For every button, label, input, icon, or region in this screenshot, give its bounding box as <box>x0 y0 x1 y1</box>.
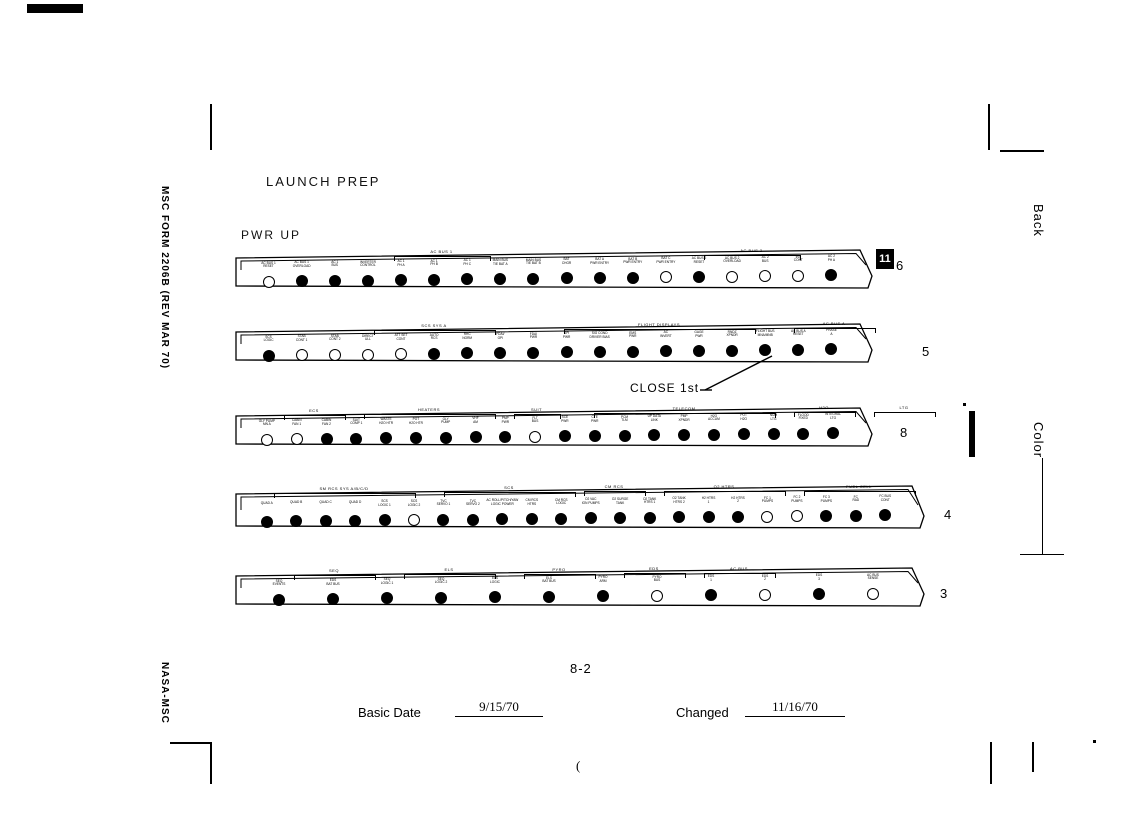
switch-label: GAGE PWR <box>694 329 704 338</box>
circuit-breaker-switch[interactable] <box>644 512 656 524</box>
switch-label: PYRO BUS <box>652 574 662 583</box>
switch-label: EDS BAT BUS <box>326 577 340 586</box>
switch-label: CM RCS LOGIC <box>554 497 568 506</box>
circuit-breaker-switch[interactable] <box>261 434 273 446</box>
crop-mark-lower-right-vertical-2 <box>1032 742 1034 772</box>
panel-group-bracket <box>274 493 416 498</box>
circuit-breaker-switch[interactable] <box>410 432 422 444</box>
color-bar-swatch <box>969 411 975 457</box>
crop-mark-upper-right-horizontal <box>1000 150 1044 152</box>
switch-label: EDS 2 <box>761 573 769 582</box>
circuit-breaker-switch[interactable] <box>296 275 308 287</box>
circuit-breaker-switch[interactable] <box>435 592 447 604</box>
switch-label: GLY PUMP <box>441 416 451 425</box>
circuit-breaker-switch[interactable] <box>470 431 482 443</box>
circuit-breaker-switch[interactable] <box>561 346 573 358</box>
circuit-breaker-switch[interactable] <box>589 430 601 442</box>
close-first-annotation: CLOSE 1st <box>630 381 700 395</box>
switch-label: SCS LOGIC 2 <box>407 499 421 507</box>
switch-label: FC BUS CONT <box>879 494 892 502</box>
circuit-breaker-switch[interactable] <box>296 349 308 361</box>
panel-group-label: AC BUS <box>730 565 748 571</box>
switch-label: PCM TLM <box>620 414 629 423</box>
switch-label: SEQ EVENTS <box>272 578 286 587</box>
switch-label: PHASE A <box>826 328 837 337</box>
switch-label: FC 1 PUMPS <box>761 495 774 504</box>
switch-label: AC INVERT <box>660 330 672 338</box>
switch-label: FC 2 PUMPS <box>791 495 803 503</box>
circuit-breaker-switch[interactable] <box>726 271 738 283</box>
switch-label: ELS BAT BUS <box>542 575 556 584</box>
basic-date-label: Basic Date <box>358 705 421 720</box>
circuit-breaker-switch[interactable] <box>651 590 663 602</box>
switch-label: FLIGHT BUS MNA/MNB <box>755 329 775 337</box>
agency-vertical: NASA-MSC <box>159 662 170 724</box>
circuit-breaker-switch[interactable] <box>555 513 567 525</box>
panel-group-label: SUIT <box>530 406 543 412</box>
switch-label: H2 HTRS 1 <box>701 496 716 504</box>
circuit-breaker-switch[interactable] <box>693 271 705 283</box>
circuit-breaker-switch[interactable] <box>594 346 606 358</box>
switch-label: SIG COND DRIVER BIAS <box>589 331 610 339</box>
switch-label: VHF AM <box>472 416 479 424</box>
switch-label: AC 1 PH C <box>463 258 472 267</box>
switch-label: POT H2O HTR <box>408 417 423 425</box>
switch-label: AC ROLL/PITCH/YAW LOGIC POWER <box>486 498 519 506</box>
switch-label: TVC SERVO 1 <box>436 498 451 507</box>
switch-label: QUAD B <box>290 500 303 505</box>
switch-label: PMP PWR <box>501 416 509 424</box>
switch-label: INTEGRAL LTG <box>825 412 842 421</box>
switch-label: O2 SURGE TANK <box>611 497 629 505</box>
circuit-breaker-switch[interactable] <box>350 433 362 445</box>
circuit-breaker-switch[interactable] <box>440 432 452 444</box>
switch-label: CM RCS HTRS <box>525 497 539 506</box>
switch-label: CTE PWR <box>590 415 599 423</box>
switch-label: CABIN FAN 1 <box>291 418 302 426</box>
switch-label: AC 1 PH A <box>397 259 405 267</box>
circuit-breaker-switch[interactable] <box>321 433 333 445</box>
panel-group-label: EDS <box>649 566 659 572</box>
circuit-breaker-switch[interactable] <box>627 346 639 358</box>
switch-label: FLT BUS <box>531 415 539 424</box>
circuit-breaker-switch[interactable] <box>263 350 275 362</box>
switch-label: AC 2 BUS <box>761 255 769 263</box>
stray-mark: ( <box>576 758 581 773</box>
panel-group-label: ELS <box>444 567 454 573</box>
switch-label: NUM LTG <box>769 413 778 421</box>
basic-date-value: 9/15/70 <box>455 699 543 717</box>
switch-label: FLOOD FIXED <box>797 412 809 421</box>
switch-label: PYRO ARM <box>598 575 608 583</box>
switch-label: QUAD D <box>348 499 362 504</box>
switch-label: RNDZ XPNDR <box>726 329 738 338</box>
switch-label: BAT A PWR ENTRY <box>590 257 610 265</box>
circuit-breaker-switch[interactable] <box>561 272 573 284</box>
panel-row-number: 4 <box>944 507 952 522</box>
switch-label: SCE PWR <box>561 415 569 423</box>
panel-group-bracket <box>444 492 576 497</box>
circuit-breaker-switch[interactable] <box>329 275 341 287</box>
circuit-breaker-switch[interactable] <box>273 594 285 606</box>
switch-label: RHC NORM <box>462 332 473 341</box>
annotation-leader-line <box>700 352 790 396</box>
switch-label: H2O ACCUM <box>708 413 720 422</box>
switch-label: INVERTER CONTROL <box>359 259 376 268</box>
switch-label: AUTO RCS <box>429 332 439 341</box>
switch-label: BAT C PWR ENTRY <box>656 256 676 264</box>
circuit-breaker-switch[interactable] <box>467 514 479 526</box>
page-title: LAUNCH PREP <box>266 174 381 189</box>
switch-label: SUIT COMP 1 <box>350 417 363 426</box>
crop-mark-lower-left-horizontal <box>170 742 212 744</box>
panel-group-label: AC BUS 1 <box>430 249 453 255</box>
panel-group-label: ECS <box>309 407 319 413</box>
color-marker: Color <box>1031 422 1046 459</box>
switch-label: FC RAD <box>852 494 860 503</box>
circuit-breaker-switch[interactable] <box>813 588 825 600</box>
crop-mark-lower-left-vertical <box>210 742 212 784</box>
circuit-breaker-switch[interactable] <box>320 515 332 527</box>
switch-label: WASTE H2O HTR <box>379 417 394 425</box>
panel-group-label: AC BUS 2 <box>740 247 763 253</box>
switch-label: SEQ LOGIC 2 <box>434 576 448 585</box>
crop-mark-color-tick <box>963 403 966 406</box>
circuit-breaker-switch[interactable] <box>850 510 862 522</box>
crop-mark-lower-right-vertical <box>990 742 992 784</box>
console-panel-4 <box>234 484 926 532</box>
circuit-breaker-switch[interactable] <box>261 516 273 528</box>
panel-group-label: O2 HTRS <box>713 484 735 490</box>
circuit-breaker-switch[interactable] <box>759 589 771 601</box>
panel-row-number: 3 <box>940 586 948 601</box>
circuit-breaker-switch[interactable] <box>327 593 339 605</box>
panel-group-label: AC BUS A <box>822 321 846 327</box>
panel-group-label: FUEL CELL <box>846 483 872 489</box>
switch-label: PMP XPNDR <box>678 414 690 422</box>
changed-value: 11/16/70 <box>745 699 845 717</box>
switch-label: AC BUS 2 RESET <box>691 255 707 264</box>
switch-label: INV CONT <box>793 254 803 263</box>
panel-row-number: 6 <box>896 258 904 273</box>
panel-group-label: LTG <box>899 405 909 410</box>
switch-label: SCS LOGIC <box>263 334 274 343</box>
switch-label: TVC SERVO 2 <box>466 498 480 507</box>
switch-label: AC 1 PH B <box>430 258 438 267</box>
circuit-breaker-switch[interactable] <box>362 349 374 361</box>
switch-label: AC 1 BUS <box>331 259 339 268</box>
switch-label: EDS 3 <box>815 573 823 581</box>
circuit-breaker-switch[interactable] <box>329 349 341 361</box>
switch-label: STAB CONT 1 <box>295 334 308 342</box>
switch-label: QUAD A <box>260 500 273 505</box>
switch-label: ELS LOGIC <box>490 576 500 584</box>
crop-mark-lower-right-dot <box>1093 740 1096 743</box>
circuit-breaker-switch[interactable] <box>379 514 391 526</box>
circuit-breaker-switch[interactable] <box>526 513 538 525</box>
circuit-breaker-switch[interactable] <box>362 275 374 287</box>
panel-group-label: PYRO <box>552 566 566 572</box>
panel-group-label: SCS <box>504 485 514 491</box>
switch-label: FC 3 PUMPS <box>820 495 833 503</box>
console-panel-3 <box>234 566 926 610</box>
switch-label: UP DATA LINK <box>647 414 661 422</box>
switch-label: SCS LOGIC 1 <box>378 499 391 508</box>
circuit-breaker-switch[interactable] <box>349 515 361 527</box>
switch-label: AC 2 PH A <box>827 254 836 263</box>
switch-label: DIRECT ULL <box>361 333 374 342</box>
switch-label: POT H2O <box>740 413 747 422</box>
switch-label: BAT B PWR ENTRY <box>623 256 643 265</box>
switch-label: FDAI/ GPI <box>496 332 505 340</box>
switch-label: CABIN FAN 2 <box>321 417 332 426</box>
circuit-breaker-switch[interactable] <box>703 511 715 523</box>
circuit-breaker-switch[interactable] <box>543 591 555 603</box>
circuit-breaker-switch[interactable] <box>867 588 879 600</box>
switch-label: O2 TANK HTRS 1 <box>642 496 657 505</box>
console-panel-6 <box>234 248 874 292</box>
panel-group-label: H2O <box>819 405 829 411</box>
panel-group-label: CM RCS <box>604 484 624 490</box>
panel-group-bracket <box>584 491 646 496</box>
crop-mark-upper-right-vertical <box>988 104 990 150</box>
switch-label: QUAD C <box>319 500 332 505</box>
circuit-breaker-switch[interactable] <box>263 276 275 288</box>
circuit-breaker-switch[interactable] <box>619 430 631 442</box>
back-marker: Back <box>1031 204 1046 237</box>
circuit-breaker-switch[interactable] <box>428 274 440 286</box>
switch-label: MAIN BUS TIE BAT B <box>525 257 542 266</box>
crop-mark-upper-left-vertical <box>210 104 212 150</box>
panel-group-label: HEATERS <box>417 407 441 413</box>
circuit-breaker-switch[interactable] <box>761 511 773 523</box>
page-number: 8-2 <box>570 661 592 676</box>
color-guide-line <box>1042 458 1043 554</box>
crop-mark-top-left-bar <box>27 4 83 13</box>
circuit-breaker-switch[interactable] <box>627 272 639 284</box>
panel-group-label: SM RCS SYS A/B/C/D <box>319 485 369 491</box>
console-panel-8 <box>234 405 909 450</box>
circuit-breaker-switch[interactable] <box>428 348 440 360</box>
circuit-breaker-switch[interactable] <box>529 431 541 443</box>
panel-group-label: SEQ <box>329 567 339 573</box>
switch-label: EMS PWR <box>629 330 637 339</box>
switch-label: AC BUS SENSE <box>867 572 879 581</box>
panel-group-label: TELECOM <box>672 406 696 412</box>
switch-label: O2 TANK HTRS 2 <box>672 496 686 505</box>
panel-group-bracket <box>874 412 936 417</box>
circuit-breaker-switch[interactable] <box>797 428 809 440</box>
page-subtitle: PWR UP <box>241 228 301 242</box>
panel-group-label: SCS SYS A <box>421 323 447 329</box>
switch-label: O2 VAC ION PUMPS <box>581 497 600 505</box>
switch-label: FDAI PWR <box>529 331 538 340</box>
circuit-breaker-switch[interactable] <box>594 272 606 284</box>
switch-label: SEQ LOGIC 1 <box>380 577 394 586</box>
switch-label: H2 HTRS 2 <box>731 495 745 504</box>
changed-label: Changed <box>676 705 729 720</box>
form-id-vertical: MSC FORM 2206B (REV MAR 70) <box>159 186 170 370</box>
switch-label: ATT SET CONT <box>394 333 408 341</box>
revision-badge: 11 <box>876 249 894 269</box>
switch-label: GLY PUMP MN A <box>258 418 275 427</box>
panel-group-label: FLIGHT DISPLAYS <box>637 322 681 328</box>
color-guide-underline <box>1020 554 1064 555</box>
circuit-breaker-switch[interactable] <box>732 511 744 523</box>
circuit-breaker-switch[interactable] <box>708 429 720 441</box>
panel-row-number: 5 <box>922 344 930 359</box>
circuit-breaker-switch[interactable] <box>291 433 303 445</box>
switch-label: AC BUS 2 OVERLOAD <box>723 255 741 264</box>
switch-label: EDS 1 <box>707 574 715 582</box>
switch-label: AC BUS A RESET <box>790 328 806 337</box>
switch-label: MAIN BUS TIE BAT A <box>492 258 509 266</box>
switch-label: AC BUS 1 RESET <box>261 260 276 269</box>
switch-label: STAB CONT 2 <box>328 333 341 342</box>
switch-label: AC BUS 1 OVERLOAD <box>292 260 311 268</box>
circuit-breaker-switch[interactable] <box>768 428 780 440</box>
panel-row-number: 8 <box>900 425 908 440</box>
switch-label: BAT CHGR <box>561 257 572 265</box>
switch-label: GPI PWR <box>562 331 571 339</box>
